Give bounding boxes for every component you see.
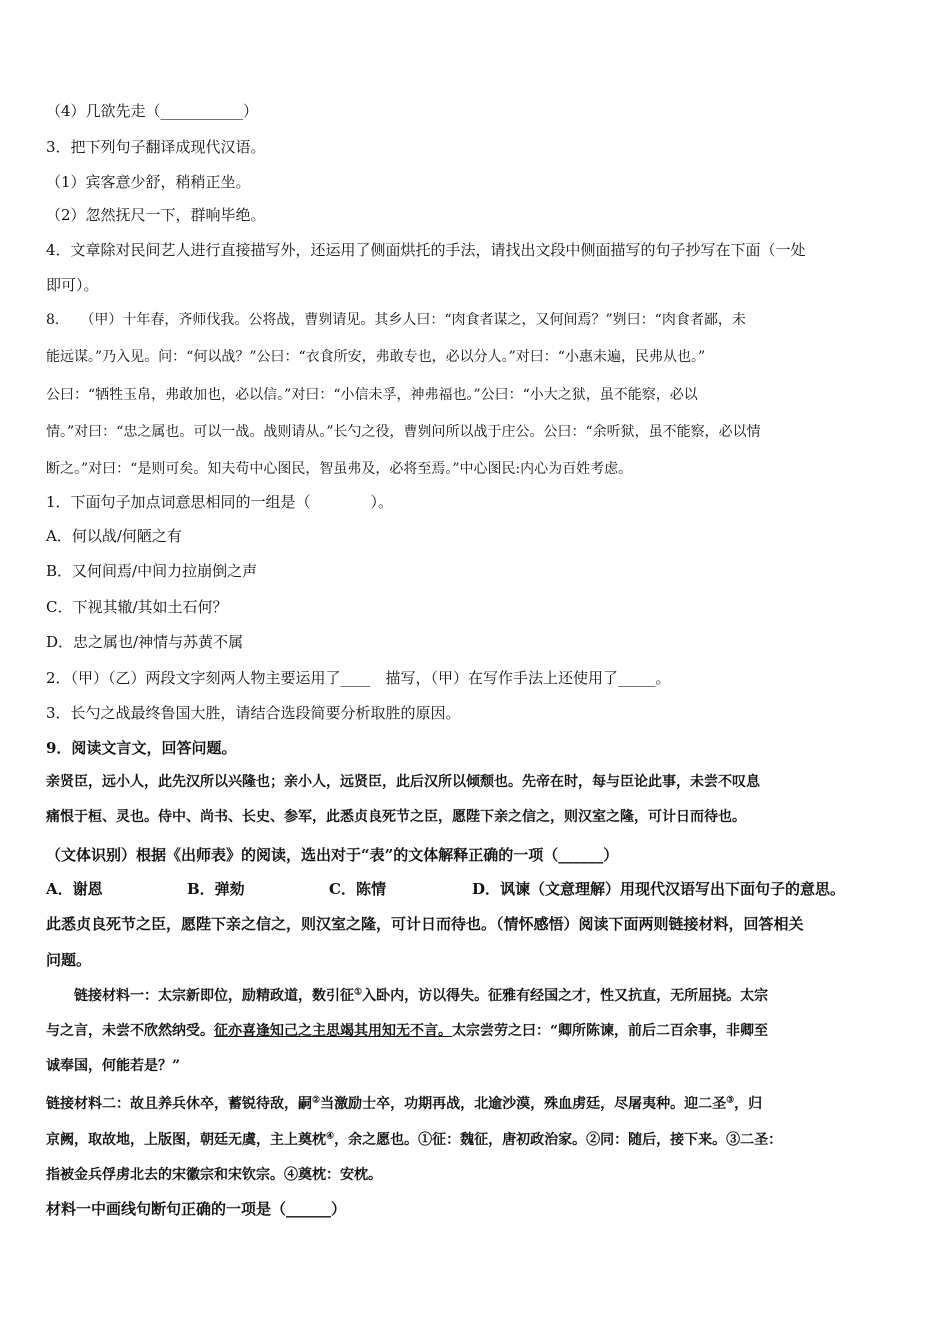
q4-question: 4．文章除对民间艺人进行直接描写外，还运用了侧面烘托的手法，请找出文段中侧面描写的句子抄写在下面（一处 bbox=[46, 241, 806, 259]
chushibiao-line-1: 亲贤臣，远小人，此先汉所以兴隆也；亲小人，远贤臣，此后汉所以倾颓也。先帝在时，每与臣论此事，未尝不叹息 bbox=[46, 774, 760, 790]
material-two-text-a: 链接材料二：故且养兵休卒，蓄锐待敌，嗣 bbox=[46, 1096, 312, 1112]
material-two-text-e: ，余之愿也。①征：魏征，唐初政治家。②同：随后，接下来。③二圣： bbox=[334, 1132, 783, 1148]
material-one-line-2 bbox=[46, 1021, 906, 1041]
translate-sentence-cont: 问题。 bbox=[46, 951, 92, 969]
footnote-mark-2: ② bbox=[312, 1095, 321, 1106]
q4-question-cont: 即可）。 bbox=[46, 276, 99, 294]
passage-jia-line-1: 8. （甲）十年春，齐师伐我。公将战，曹刿请见。其乡人曰：“肉食者谋之，又何间焉？”刿曰：“肉食者鄙，未 bbox=[46, 312, 746, 328]
material-two-text-d: 京阙，取故地，上版图，朝廷无虞，主上奠枕 bbox=[46, 1132, 326, 1148]
material-two-line-1 bbox=[46, 1094, 906, 1114]
material-one-text-c: 与之言，未尝不欣然纳受。 bbox=[46, 1023, 214, 1039]
q1-option-b: B．又何间焉/中间力拉崩倒之声 bbox=[46, 562, 258, 580]
material-two-text-c: ，归 bbox=[734, 1096, 763, 1112]
footnote-mark-1: ① bbox=[354, 987, 363, 998]
material-two-line-2 bbox=[46, 1130, 906, 1150]
material-two-text-b: 当激励士卒，功期再战，北逾沙漠，殊血虏廷，尽屠夷种。迎二圣 bbox=[320, 1096, 727, 1112]
q1-option-d: D．忠之属也/神情与苏黄不属 bbox=[46, 633, 244, 651]
material-one-line-3: 诚奉国，何能若是？” bbox=[46, 1058, 181, 1074]
genre-options-row bbox=[46, 879, 906, 899]
passage-jia-line-5: 断之。”对曰：“是则可矣。知夫苟中心图民，智虽弗及，必将至焉。”中心图民:内心为百姓考虑。 bbox=[46, 461, 633, 477]
genre-option-b: B．弹劾 bbox=[187, 880, 245, 898]
q3-translate-heading: 3．把下列句子翻译成现代汉语。 bbox=[46, 138, 266, 156]
q1-option-a: A．何以战/何陋之有 bbox=[46, 527, 182, 545]
underlined-sentence: 征亦喜逢知己之主思竭其用知无不言。 bbox=[214, 1023, 452, 1039]
q2-question: 2．（甲）（乙）两段文字刻两人物主要运用了____ 描写，（甲）在写作手法上还使用了_____。 bbox=[46, 669, 671, 687]
chushibiao-line-2: 痛恨于桓、灵也。侍中、尚书、长史、参军，此悉贞良死节之臣，愿陛下亲之信之，则汉室之隆，可计日而待也。 bbox=[46, 809, 746, 825]
genre-question: （文体识别）根据《出师表》的阅读，选出对于“表”的文体解释正确的一项（______） bbox=[46, 846, 619, 864]
passage-jia-line-3: 公曰：“牺牲玉帛，弗敢加也，必以信。”对曰：“小信未孚，神弗福也。”公曰：“小大之狱，虽不能察，必以 bbox=[46, 387, 698, 403]
q3-sentence-2: （2）忽然抚尺一下，群响毕绝。 bbox=[46, 206, 266, 224]
footnote-mark-4: ④ bbox=[326, 1131, 335, 1142]
passage-jia-line-2: 能远谋。”乃入见。问：“何以战？”公曰：“衣食所安，弗敢专也，必以分人。”对曰：“小惠未遍，民弗从也。” bbox=[46, 349, 706, 365]
footnote-mark-3: ③ bbox=[726, 1095, 735, 1106]
q1-option-c: C．下视其辙/其如土石何？ bbox=[46, 598, 228, 616]
material-one-text-d: 太宗尝劳之曰：“卿所陈谏，前后二百余事，非卿至 bbox=[452, 1023, 769, 1039]
q1-question: 1．下面句子加点词意思相同的一组是（ ）。 bbox=[46, 493, 394, 511]
material-one-text-a: 链接材料一：太宗新即位，励精政道，数引征 bbox=[46, 988, 354, 1004]
q3-sentence-1: （1）宾客意少舒，稍稍正坐。 bbox=[46, 173, 251, 191]
genre-option-a: A．谢恩 bbox=[46, 880, 103, 898]
footnotes-line: 指被金兵俘虏北去的宋徽宗和宋钦宗。④奠枕：安枕。 bbox=[46, 1167, 382, 1183]
genre-option-c: C．陈情 bbox=[329, 880, 386, 898]
material-one-text-b: 入卧内，访以得失。征雅有经国之才，性又抗直，无所屈挠。太宗 bbox=[362, 988, 769, 1004]
genre-option-d: D．讽谏（文意理解）用现代汉语写出下面句子的意思。 bbox=[472, 880, 846, 898]
translate-sentence: 此悉贞良死节之臣，愿陛下亲之信之，则汉室之隆，可计日而待也。（情怀感悟）阅读下面两则链接材料，回答相关 bbox=[46, 915, 804, 933]
q4-blank-item: （4）几欲先走（___________） bbox=[46, 102, 259, 120]
passage-jia-line-4: 情。”对曰：“忠之属也。可以一战。战则请从。”长勺之役，曹刿问所以战于庄公。公曰：“余听狱，虽不能察，必以情 bbox=[46, 424, 761, 440]
q9-heading: 9．阅读文言文，回答问题。 bbox=[46, 739, 237, 757]
q3-question: 3．长勺之战最终鲁国大胜，请结合选段简要分析取胜的原因。 bbox=[46, 704, 461, 722]
material-one-line-1 bbox=[46, 986, 906, 1006]
punctuation-question: 材料一中画线句断句正确的一项是（______） bbox=[46, 1200, 347, 1218]
